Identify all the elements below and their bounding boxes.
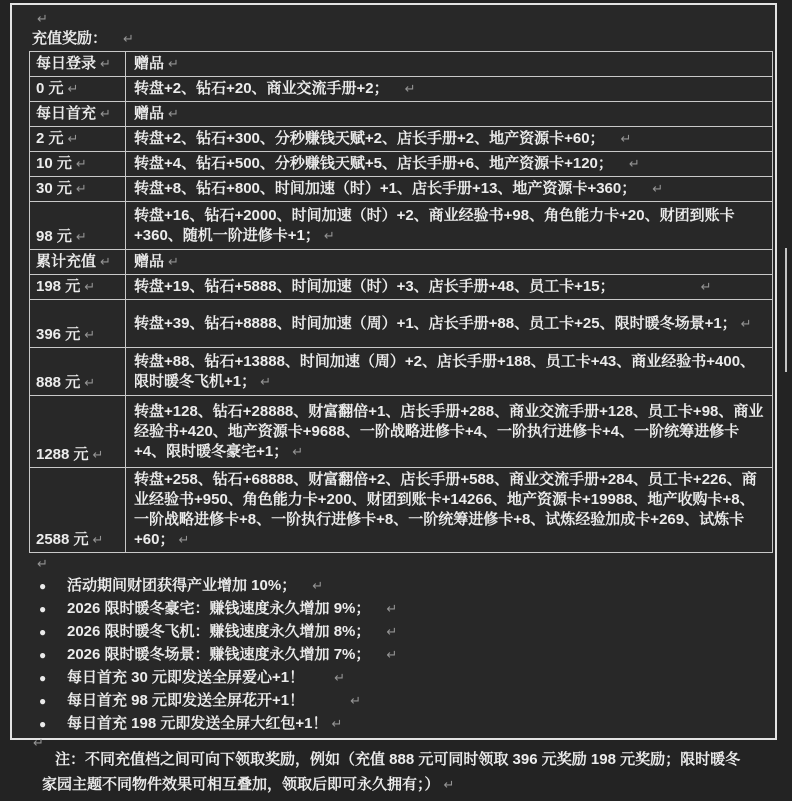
reward-cell <box>126 468 773 553</box>
reward-text: 转盘+2、钻石+20、商业交流手册+2； <box>134 80 389 97</box>
paragraph-mark-icon: ↵ <box>323 227 335 243</box>
page-title: 充值奖励： <box>32 30 108 47</box>
paragraph-mark-icon: ↵ <box>92 532 104 547</box>
bullet-icon: ● <box>39 671 47 685</box>
paragraph-mark-icon: ↵ <box>386 624 398 639</box>
table-row <box>30 152 773 177</box>
paragraph-mark-icon: ↵ <box>67 81 79 96</box>
tier-cell <box>30 468 126 553</box>
paragraph-mark-icon: ↵ <box>168 254 179 269</box>
list-item-text: 每日首充 30 元即发送全屏爱心+1！ <box>67 669 305 686</box>
table-row <box>30 300 773 348</box>
tier-cell <box>30 102 126 127</box>
paragraph-mark-icon: ↵ <box>75 229 87 244</box>
rewards-table <box>29 51 773 553</box>
reward-text: 转盘+88、钻石+13888、时间加速（周）+2、店长手册+188、员工卡+43、商业经验书+400、限时暖冬飞机+1； <box>134 352 756 390</box>
reward-text: 转盘+128、钻石+28888、财富翻倍+1、店长手册+288、商业交流手册+128、员工卡+98、商业经验书+420、地产资源卡+9688、一阶战略进修卡+4、一阶执行进修卡+4、一阶统筹进修卡+4、限时暖冬豪宅+1； <box>134 402 764 460</box>
paragraph-mark-icon: ↵ <box>168 56 179 71</box>
reward-cell <box>126 177 773 202</box>
tier-cell <box>30 127 126 152</box>
list-item-text: 2026 限时暖冬豪宅：赚钱速度永久增加 9%； <box>67 600 371 617</box>
tier-cell <box>30 396 126 468</box>
paragraph-mark-icon: ↵ <box>33 735 44 750</box>
table-row <box>30 177 773 202</box>
bullet-icon: ● <box>39 579 47 593</box>
paragraph-mark-icon: ↵ <box>123 31 134 46</box>
reward-text: 转盘+39、钻石+8888、时间加速（周）+1、店长手册+88、员工卡+25、限时暖冬场景+1； <box>134 314 737 332</box>
table-row <box>30 52 773 77</box>
title-line <box>21 29 775 51</box>
notes-list <box>21 574 775 735</box>
table-row <box>30 77 773 102</box>
paragraph-mark-icon: ↵ <box>292 443 304 459</box>
paragraph-mark-icon: ↵ <box>628 156 640 171</box>
list-item-text: 2026 限时暖冬场景：赚钱速度永久增加 7%； <box>67 646 371 663</box>
table-row <box>30 468 773 553</box>
table-row <box>30 396 773 468</box>
table-row <box>30 102 773 127</box>
tier-label: 98 元 <box>36 228 72 245</box>
tier-label: 30 元 <box>36 180 72 197</box>
bullet-icon: ● <box>39 648 47 662</box>
tier-label: 198 元 <box>36 278 81 295</box>
tier-cell <box>30 348 126 396</box>
reward-text: 转盘+16、钻石+2000、时间加速（时）+2、商业经验书+98、角色能力卡+20、财团到账卡+360、随机一阶进修卡+1； <box>134 206 735 244</box>
table-row <box>30 127 773 152</box>
tier-cell <box>30 250 126 275</box>
tier-label: 1288 元 <box>36 446 89 463</box>
paragraph-mark-icon: ↵ <box>334 670 346 685</box>
paragraph-mark-icon: ↵ <box>75 156 87 171</box>
paragraph-mark-icon: ↵ <box>350 693 362 708</box>
paragraph-mark-icon: ↵ <box>386 601 398 616</box>
list-item-text: 每日首充 98 元即发送全屏花开+1！ <box>67 692 305 709</box>
tier-label: 2 元 <box>36 130 64 147</box>
paragraph-mark-icon: ↵ <box>260 373 272 389</box>
list-item <box>21 574 775 597</box>
paragraph-mark-icon: ↵ <box>84 327 96 342</box>
table-row <box>30 348 773 396</box>
paragraph-mark-icon: ↵ <box>443 777 455 792</box>
list-item <box>21 597 775 620</box>
paragraph-mark-icon: ↵ <box>100 56 111 71</box>
tier-cell <box>30 275 126 300</box>
reward-cell <box>126 102 773 127</box>
footnote-text: 注：不同充值档之间可向下领取奖励，例如（充值 888 元可同时领取 396 元奖励 198 元奖励；限时暖冬家园主题不同物件效果可相互叠加，领取后即可永久拥有；） <box>42 751 741 793</box>
content-border-box <box>10 3 777 750</box>
paragraph-mark-icon: ↵ <box>75 181 87 196</box>
empty-paragraph <box>21 8 775 29</box>
list-item <box>21 643 775 666</box>
tier-cell <box>30 77 126 102</box>
tier-label: 396 元 <box>36 326 81 343</box>
tier-label: 累计充值 <box>36 253 97 270</box>
paragraph-mark-icon: ↵ <box>386 647 398 662</box>
reward-text: 转盘+19、钻石+5888、时间加速（时）+3、店长手册+48、员工卡+15； <box>134 278 615 295</box>
paragraph-mark-icon: ↵ <box>168 106 179 121</box>
reward-cell <box>126 300 773 348</box>
reward-cell <box>126 77 773 102</box>
tier-cell <box>30 300 126 348</box>
list-item <box>21 666 775 689</box>
reward-text: 转盘+4、钻石+500、分秒赚钱天赋+5、店长手册+6、地产资源卡+120； <box>134 155 613 172</box>
paragraph-mark-icon: ↵ <box>84 279 96 294</box>
paragraph-mark-icon: ↵ <box>331 716 343 731</box>
list-item <box>21 620 775 643</box>
reward-text: 赠品 <box>134 105 165 122</box>
reward-text: 转盘+258、钻石+68888、财富翻倍+2、店长手册+588、商业交流手册+284、员工卡+226、商业经验书+950、角色能力卡+200、财团到账卡+14266、地产资源卡+19988、地产收购卡+8、一阶战略进修卡+8、一阶执行进修卡+8、一阶统筹进修卡+8、试炼经验加成卡+269、试炼卡+60； <box>134 471 757 548</box>
paragraph-mark-icon: ↵ <box>404 81 416 96</box>
paragraph-mark-icon: ↵ <box>100 254 111 269</box>
paragraph-mark-icon: ↵ <box>92 447 104 462</box>
reward-text: 转盘+8、钻石+800、时间加速（时）+1、店长手册+13、地产资源卡+360； <box>134 180 637 197</box>
paragraph-mark-icon: ↵ <box>312 578 324 593</box>
list-item-text: 每日首充 198 元即发送全屏大红包+1！ <box>67 715 328 732</box>
list-item-text: 活动期间财团获得产业增加 10%； <box>67 577 297 594</box>
empty-paragraph <box>21 553 775 574</box>
paragraph-mark-icon: ↵ <box>700 279 712 294</box>
reward-cell <box>126 250 773 275</box>
table-row <box>30 202 773 250</box>
tier-label: 2588 元 <box>36 531 89 548</box>
table-row <box>30 250 773 275</box>
scrollbar-thumb[interactable] <box>785 248 787 372</box>
reward-text: 转盘+2、钻石+300、分秒赚钱天赋+2、店长手册+2、地产资源卡+60； <box>134 130 605 147</box>
list-item <box>21 712 775 735</box>
tier-cell <box>30 152 126 177</box>
reward-text: 赠品 <box>134 55 165 72</box>
reward-cell <box>126 202 773 250</box>
bullet-icon: ● <box>39 625 47 639</box>
paragraph-mark-icon: ↵ <box>84 375 96 390</box>
tier-label: 888 元 <box>36 374 81 391</box>
paragraph-mark-icon: ↵ <box>67 131 79 146</box>
tier-cell <box>30 52 126 77</box>
tier-label: 0 元 <box>36 80 64 97</box>
paragraph-mark-icon: ↵ <box>620 131 632 146</box>
tier-label: 每日首充 <box>36 105 97 122</box>
reward-cell <box>126 52 773 77</box>
tier-label: 每日登录 <box>36 55 97 72</box>
footnote <box>42 747 754 797</box>
paragraph-mark-icon: ↵ <box>178 532 190 547</box>
bullet-icon: ● <box>39 602 47 616</box>
tier-label: 10 元 <box>36 155 72 172</box>
paragraph-mark-icon: ↵ <box>37 11 48 26</box>
table-row <box>30 275 773 300</box>
tier-cell <box>30 202 126 250</box>
bullet-icon: ● <box>39 694 47 708</box>
list-item-text: 2026 限时暖冬飞机：赚钱速度永久增加 8%； <box>67 623 371 640</box>
reward-cell <box>126 152 773 177</box>
paragraph-mark-icon: ↵ <box>652 181 664 196</box>
bullet-icon: ● <box>39 717 47 731</box>
reward-cell <box>126 127 773 152</box>
reward-text: 赠品 <box>134 253 165 270</box>
paragraph-mark-icon: ↵ <box>740 315 752 331</box>
paragraph-mark-icon: ↵ <box>100 106 111 121</box>
list-item <box>21 689 775 712</box>
reward-cell <box>126 275 773 300</box>
reward-cell <box>126 396 773 468</box>
tier-cell <box>30 177 126 202</box>
paragraph-mark-icon: ↵ <box>37 556 48 571</box>
reward-cell <box>126 348 773 396</box>
